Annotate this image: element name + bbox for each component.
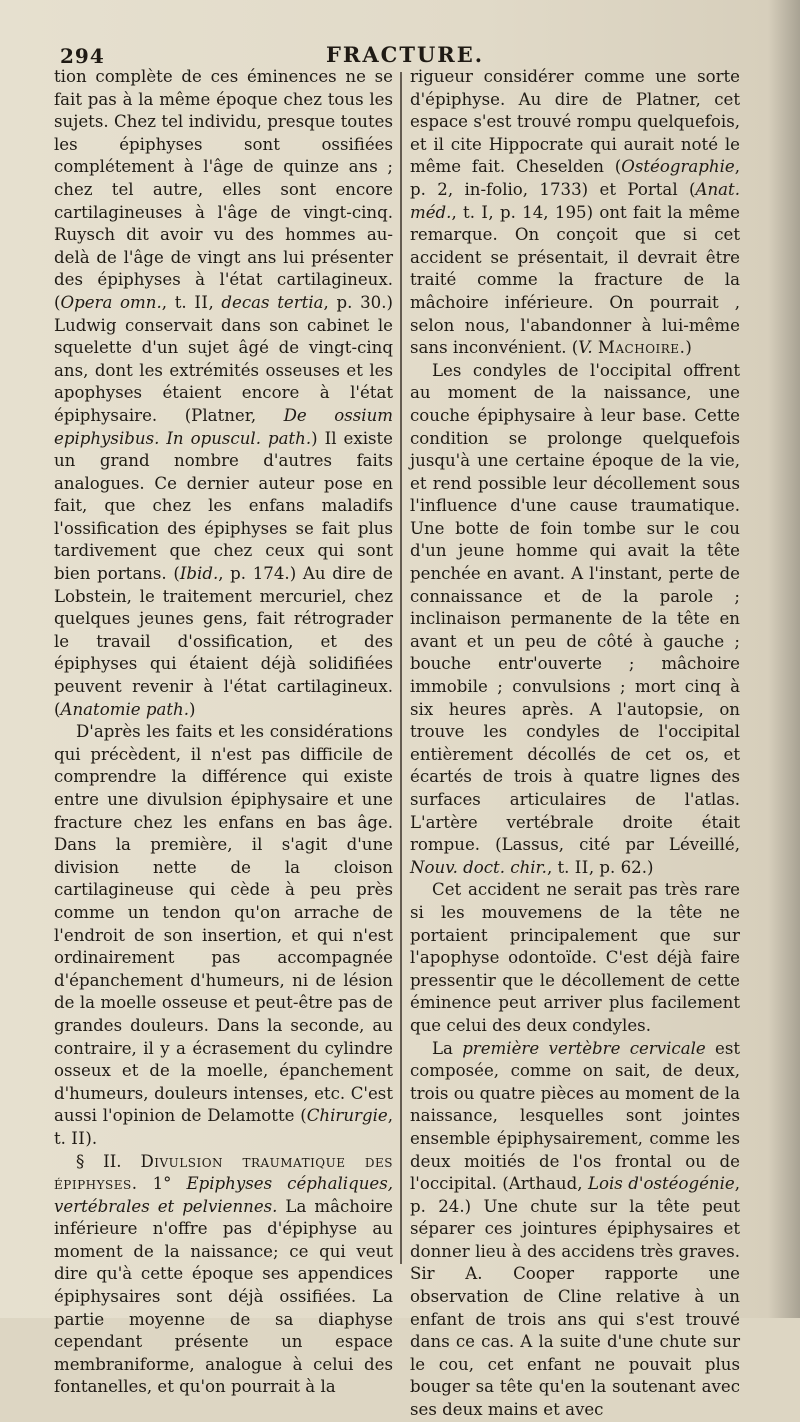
left-paragraph-1: tion complète de ces éminences ne se fait pas à la même époque chez tous les sujets. Chez tel individu, presque toutes les épiphyses sont ossifiées complétement à l'âge de quinze ans ; chez tel autre, elles sont encore cartilagineuses à l'âge de vingt-cinq. Ruysch dit avoir vu des hommes au-delà de l'âge de vingt ans lui présenter des épiphyses à l'état cartilagineux. (Opera omn., t. II, decas tertia, p. 30.) Ludwig conservait dans son cabinet le squelette d'un sujet âgé de vingt-cinq ans, dont les extrémités osseuses et les apophyses étaient encore à l'état épiphysaire. (Platner, De ossium epiphysibus. In opuscul. path.) Il existe un grand nombre d'autres faits analogues. Ce dernier auteur pose en fait, que chez les enfans maladifs l'ossification des épiphyses se fait plus tardivement que chez ceux qui sont bien portans. (Ibid., p. 174.) Au dire de Lobstein, le traitement mercuriel, chez quelques jeunes gens, fait rétrograder le travail d'ossification, et des épiphyses qui étaient déjà solidifiées peuvent revenir à l'état cartilagineux. (Anatomie path.) [54,67,393,719]
running-title: FRACTURE. [325,42,485,67]
subsection-title: Epiphyses céphaliques, vertébrales et pelviennes. [54,1174,394,1216]
left-column [54,66,394,1397]
column-divider [400,72,402,1264]
section-heading-paragraph: § II. Divulsion traumatique des épiphyses. 1° Epiphyses céphaliques, vertébrales et pelviennes. La mâchoire inférieure n'offre pas d'épiphyse au moment de la naissance; ce qui veut dire qu'à cette époque ses appendices épiphysaires sont déjà ossifiées. La partie moyenne de sa diaphyse cependant présente un espace membraniforme, analogue à celui des fontanelles, et qu'on pourrait à la [54,1151,394,1397]
right-column [410,66,741,1420]
section-title: Divulsion traumatique des épiphyses. [54,1151,394,1194]
left-paragraph-2: D'après les faits et les considérations qui précèdent, il n'est pas difficile de comprendre la différence qui existe entre une divulsion épiphysaire et une fracture chez les enfans en bas âge. Dans la première, il s'agit d'une division nette de la cloison cartilagineuse qui cède à peu près comme un tendon qu'on arrache de l'endroit de son insertion, et qui n'est ordinairement pas accompagnée d'épanchement d'humeurs, ni de lésion de la moelle osseuse et peut-être pas de grandes douleurs. Dans la seconde, au contraire, il y a écrasement du cylindre osseux et de la moelle, épanchement d'humeurs, douleurs intenses, etc. C'est aussi l'opinion de Delamotte (Chirurgie, t. II). [54,722,393,1148]
right-paragraph-4: La première vertèbre cervicale est composée, comme on sait, de deux, trois ou quatre pièces au moment de la naissance, lesquelles sont jointes ensemble épiphysairement, comme les deux moitiés de l'os frontal ou de l'occipital. (Arthaud, Lois d'ostéogénie, p. 24.) Une chute sur la tête peut séparer ces jointures épiphysaires et donner lieu à des accidens très graves. Sir A. Cooper rapporte une observation de Cline relative à un enfant de trois ans qui s'est trouvé dans ce cas. A la suite d'une chute sur le cou, cet enfant ne pouvait plus bouger sa tête qu'en la soutenant avec ses deux mains et avec [410,1038,741,1420]
page-number: 294 [60,44,105,68]
right-paragraph-3: Cet accident ne serait pas très rare si les mouvemens de la tête ne portaient principalement que sur l'apophyse odontoïde. C'est déjà faire pressentir que le décollement de cette éminence peut arriver plus facilement que celui des deux condyles. [410,880,740,1035]
right-paragraph-1: rigueur considérer comme une sorte d'épiphyse. Au dire de Platner, cet espace s'est trouvé rompu quelquefois, et il cite Hippocrate qui aurait noté le même fait. Cheselden (Ostéographie, p. 2, in-folio, 1733) et Portal (Anat. méd., t. I, p. 14, 195) ont fait la même remarque. On conçoit que si cet accident se présentait, il devrait être traité comme la fracture de la mâchoire inférieure. On pourrait , selon nous, l'abandonner à lui-même sans inconvénient. (V. Machoire.) [410,67,740,358]
right-paragraph-2: Les condyles de l'occipital offrent au moment de la naissance, une couche épiphysaire à leur base. Cette condition se prolonge quelquefois jusqu'à une certaine époque de la vie, et rend possible leur décollement sous l'influence d'une cause traumatique. Une botte de foin tombe sur le cou d'un jeune homme qui avait la tête penchée en avant. A l'instant, perte de connaissance et de la parole ; inclinaison permanente de la tête en avant et un peu de côté à gauche ; bouche entr'ouverte ; mâchoire immobile ; convulsions ; mort cinq à six heures après. A l'autopsie, on trouve les condyles de l'occipital entièrement décollés de cet os, et écartés de trois à quatre lignes des surfaces articulaires de l'atlas. L'artère vertébrale droite était rompue. (Lassus, cité par Léveillé, Nouv. doct. chir., t. II, p. 62.) [410,360,740,877]
